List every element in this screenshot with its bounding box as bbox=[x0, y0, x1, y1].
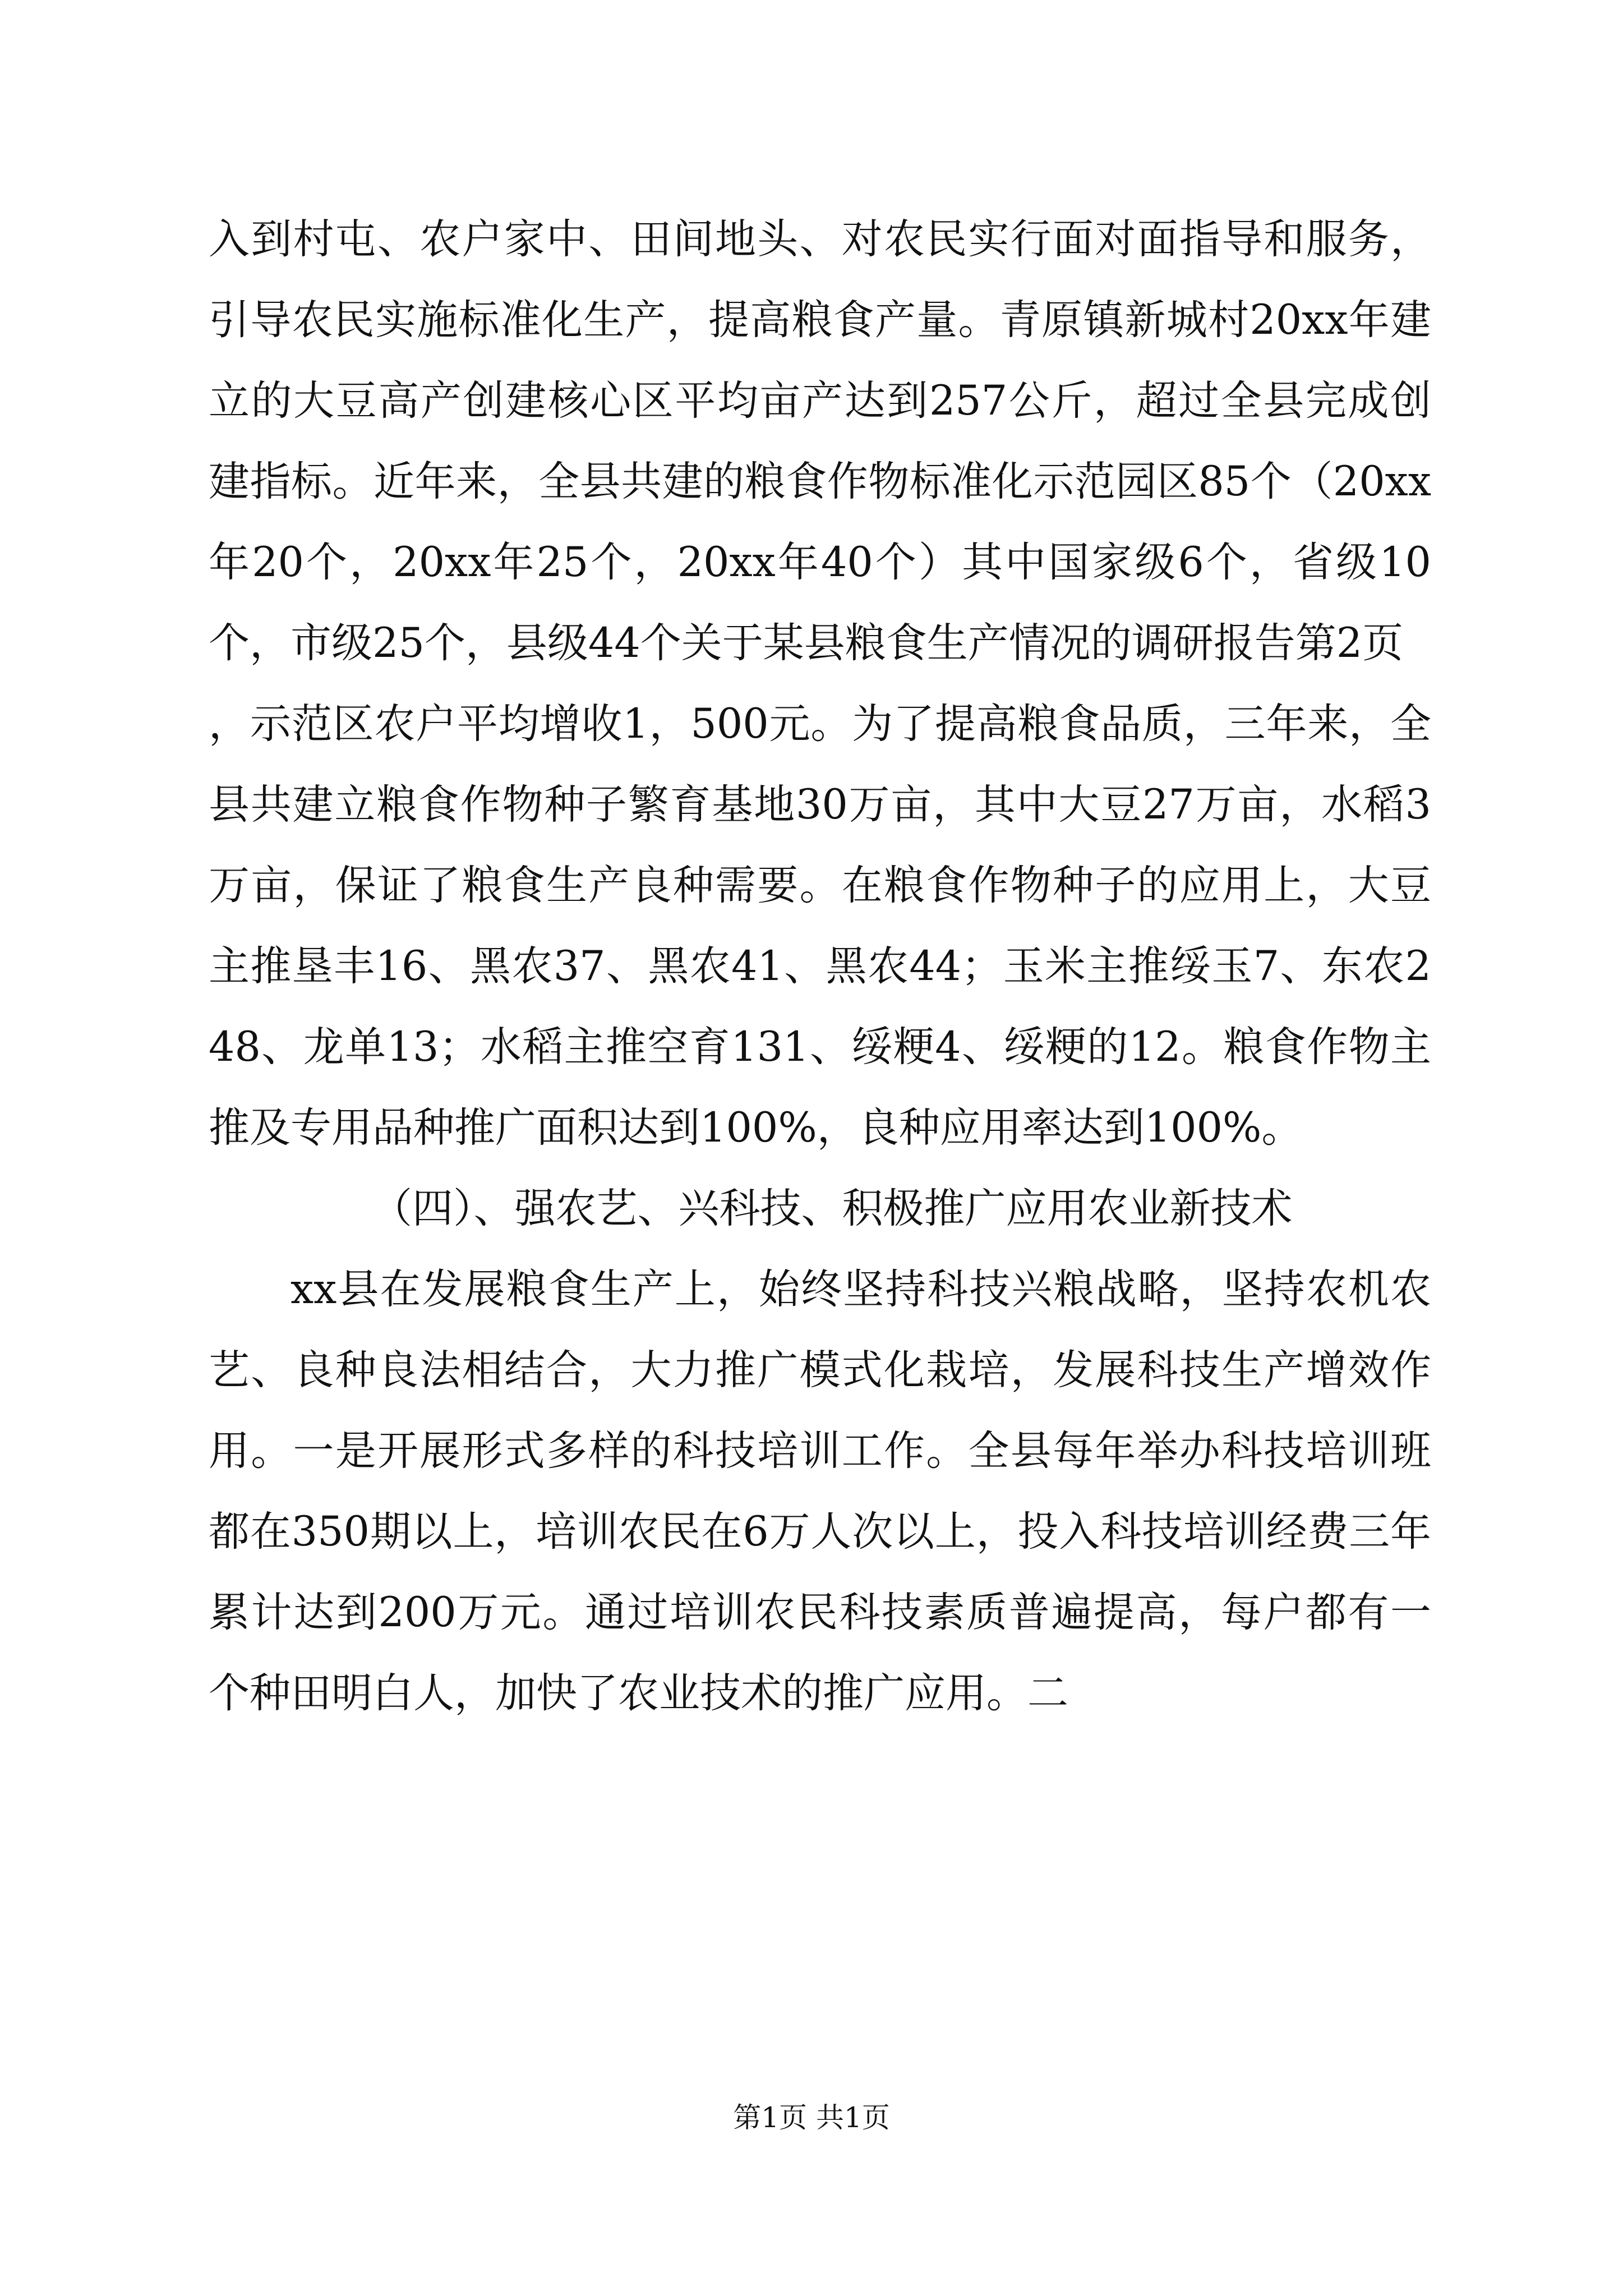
document-body bbox=[209, 199, 1431, 1734]
section-heading: （四）、强农艺、兴科技、积极推广应用农业新技术 bbox=[371, 1185, 1293, 1232]
paragraph-technology: xx县在发展粮食生产上，始终坚持科技兴粮战略，坚持农机农艺、良种良法相结合，大力推广模式化栽培，发展科技生产增效作用。一是开展形式多样的科技培训工作。全县每年举办科技培训班都在350期以上，培训农民在6万人次以上，投入科技培训经费三年累计达到200万元。通过培训农民科技素质普遍提高，每户都有一个种田明白人，加快了农业技术的推广应用。二 bbox=[209, 1266, 1431, 1717]
page-footer: 第1页 共1页 bbox=[733, 2101, 890, 2134]
paragraph-continuation: 入到村屯、农户家中、田间地头、对农民实行面对面指导和服务，引导农民实施标准化生产，提高粮食产量。青原镇新城村20xx年建立的大豆高产创建核心区平均亩产达到257公斤，超过全县完成创建指标。近年来，全县共建的粮食作物标准化示范园区85个（20xx年20个，20xx年25个，20xx年40个）其中国家级6个，省级10个，市级25个，县级44个关于某县粮食生产情况的调研报告第2页 bbox=[209, 215, 1431, 667]
paragraph-demo-area: ，示范区农户平均增收1，500元。为了提高粮食品质，三年来，全县共建立粮食作物种子繁育基地30万亩，其中大豆27万亩，水稻3万亩，保证了粮食生产良种需要。在粮食作物种子的应用上，大豆主推垦丰16、黑农37、黑农41、黑农44；玉米主推绥玉7、东农248、龙单13；水稻主推空育131、绥粳4、绥粳的12。粮食作物主推及专用品种推广面积达到100%，良种应用率达到100%。 bbox=[209, 700, 1431, 1152]
